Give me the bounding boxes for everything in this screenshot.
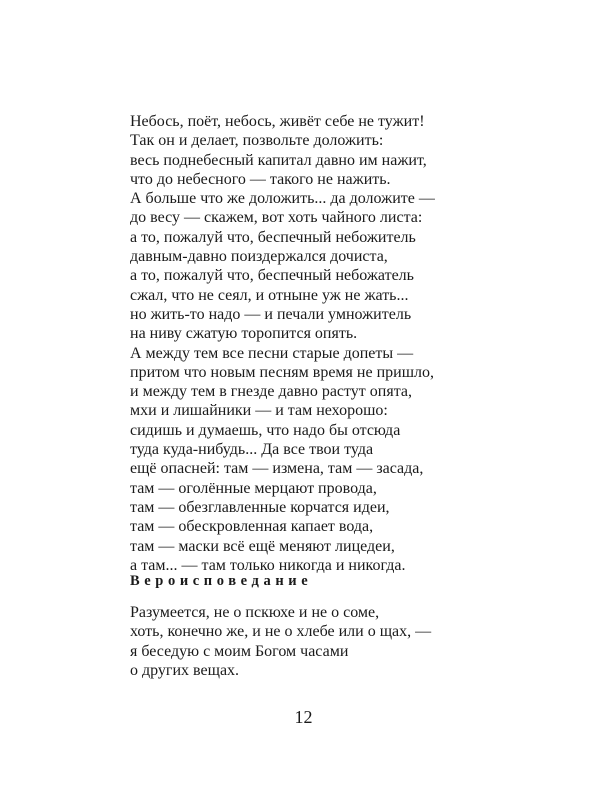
poem-line: и между тем в гнезде давно растут опята, xyxy=(130,383,412,401)
poem-stanza xyxy=(130,112,435,575)
poem-line: там — маски всё ещё меняют лицедеи, xyxy=(130,537,395,555)
poem-line: Так он и делает, позвольте доложить: xyxy=(130,132,384,150)
poem-stanza xyxy=(130,603,431,680)
poem-line: до весу — скажем, вот хоть чайного листа: xyxy=(130,209,423,227)
poem-line: а то, пожалуй что, беспечный небожитель xyxy=(130,228,416,246)
poem-line: весь поднебесный капитал давно им нажит, xyxy=(130,151,427,169)
poem-line: там — оголённые мерцают провода, xyxy=(130,479,377,497)
poem-line: А между тем все песни старые допеты — xyxy=(130,344,414,362)
poem-line: а то, пожалуй что, беспечный небожатель xyxy=(130,267,414,285)
poem-line: там — обескровленная капает вода, xyxy=(130,518,374,536)
poem-line: А больше что же доложить... да доложите — xyxy=(130,190,435,208)
poem-line: притом что новым песням время не пришло, xyxy=(130,363,434,381)
poem-line: Разумеется, не о пскюхе и не о соме, xyxy=(130,604,380,621)
poem-line: о других вещах. xyxy=(130,661,240,679)
poem-line: но жить-то надо — и печали умножитель xyxy=(130,305,412,323)
poem-line: давным-давно поиздержался дочиста, xyxy=(130,248,388,266)
poem-title: Вероисповедание xyxy=(130,573,313,589)
poem-line: мхи и лишайники — и там нехорошо: xyxy=(130,402,388,420)
page-number: 12 xyxy=(294,707,313,727)
poem-line: Небось, поёт, небось, живёт себе не тужит! xyxy=(130,113,425,130)
poem-line: сидишь и думаешь, что надо бы отсюда xyxy=(130,421,401,439)
poem-line: ещё опасней: там — измена, там — засада, xyxy=(130,460,424,478)
poem-line: а там... — там только никогда и никогда. xyxy=(130,556,406,574)
poem-line: хоть, конечно же, и не о хлебе или о щах, — xyxy=(130,623,432,641)
poem-line: что до небесного — такого не нажить. xyxy=(130,170,391,188)
poem-line: сжал, что не сеял, и отныне уж не жать... xyxy=(130,286,409,304)
poem-line: на ниву сжатую торопится опять. xyxy=(130,325,358,343)
poem-line: там — обезглавленные корчатся идеи, xyxy=(130,498,390,516)
poem-line: я беседую с моим Богом часами xyxy=(130,642,349,660)
poem-line: туда куда-нибудь... Да все твои туда xyxy=(130,441,374,459)
